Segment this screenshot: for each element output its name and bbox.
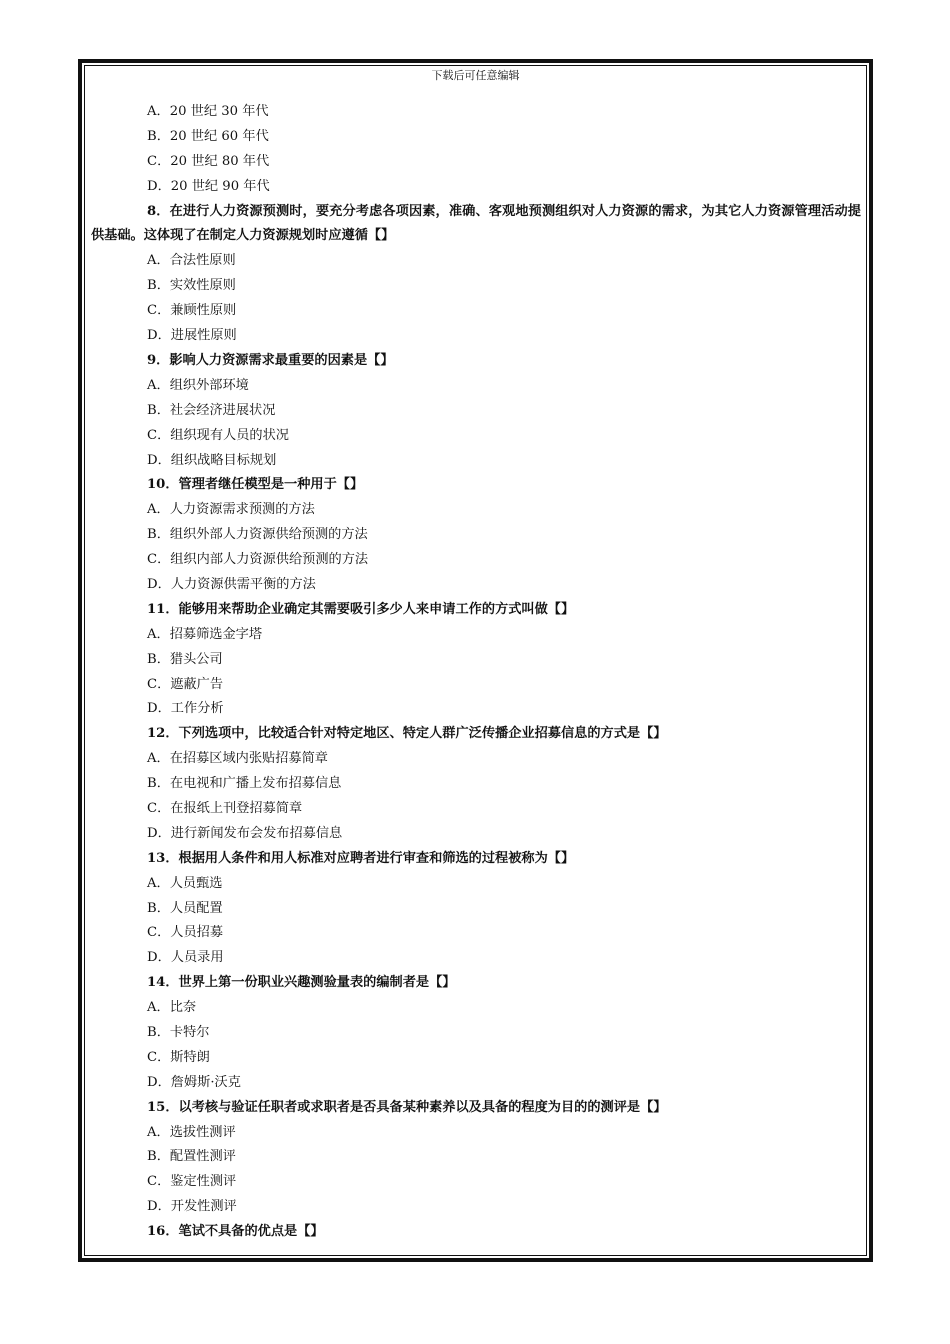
answer-option: D．工作分析 — [147, 701, 224, 717]
answer-option: B．社会经济进展状况 — [147, 402, 276, 418]
question-text: 9．影响人力资源需求最重要的因素是【】 — [147, 352, 394, 368]
question-text: 12．下列选项中，比较适合针对特定地区、特定人群广泛传播企业招募信息的方式是【】 — [147, 726, 667, 742]
answer-option: D．进展性原则 — [147, 328, 237, 344]
answer-option: B．在电视和广播上发布招募信息 — [147, 776, 342, 792]
answer-option: A．人力资源需求预测的方法 — [147, 502, 315, 518]
document-body — [91, 100, 861, 1245]
answer-option: D．20 世纪 90 年代 — [147, 178, 270, 194]
question-text: 14．世界上第一份职业兴趣测验量表的编制者是【】 — [147, 975, 456, 991]
answer-option: B．人员配置 — [147, 900, 223, 916]
answer-option: B．组织外部人力资源供给预测的方法 — [147, 527, 368, 543]
answer-option: A．在招募区域内张贴招募简章 — [147, 751, 328, 767]
answer-option: C．斯特朗 — [147, 1049, 210, 1065]
answer-option: D．进行新闻发布会发布招募信息 — [147, 825, 343, 841]
answer-option: A．20 世纪 30 年代 — [147, 104, 269, 119]
answer-option: B．实效性原则 — [147, 278, 236, 294]
answer-option: B．配置性测评 — [147, 1149, 236, 1165]
question-text: 11．能够用来帮助企业确定其需要吸引多少人来申请工作的方式叫做【】 — [147, 601, 575, 617]
question-text: 13．根据用人条件和用人标准对应聘者进行审查和筛选的过程被称为【】 — [147, 850, 575, 866]
question-text: 8．在进行人力资源预测时，要充分考虑各项因素，准确、客观地预测组织对人力资源的需求，为其它人力资源管理活动提供基础。这体现了在制定人力资源规划时应遵循【】 — [91, 203, 861, 244]
answer-option: A．合法性原则 — [147, 253, 236, 269]
answer-option: B．20 世纪 60 年代 — [147, 128, 269, 144]
question-text: 16．笔试不具备的优点是【】 — [147, 1224, 324, 1240]
question-text: 15．以考核与验证任职者或求职者是否具备某种素养以及具备的程度为目的的测评是【】 — [147, 1099, 667, 1115]
answer-option: C．兼顾性原则 — [147, 303, 237, 319]
question-text: 10．管理者继任模型是一种用于【】 — [147, 477, 364, 493]
answer-option: B．卡特尔 — [147, 1024, 210, 1040]
answer-option: D．詹姆斯·沃克 — [147, 1074, 241, 1090]
answer-option: D．人力资源供需平衡的方法 — [147, 576, 316, 592]
page-header: 下载后可任意编辑 — [431, 69, 520, 82]
answer-option: A．比奈 — [147, 1000, 197, 1016]
answer-option: A．选拔性测评 — [147, 1124, 236, 1140]
answer-option: B．猎头公司 — [147, 651, 223, 667]
answer-option: D．开发性测评 — [147, 1199, 237, 1215]
answer-option: C．组织内部人力资源供给预测的方法 — [147, 552, 369, 568]
answer-option: C．组织现有人员的状况 — [147, 427, 289, 443]
answer-option: C．鉴定性测评 — [147, 1174, 237, 1190]
answer-option: A．组织外部环境 — [147, 377, 249, 393]
answer-option: D．人员录用 — [147, 950, 224, 966]
answer-option: C．20 世纪 80 年代 — [147, 153, 270, 169]
answer-option: D．组织战略目标规划 — [147, 452, 277, 468]
answer-option: C．遮蔽广告 — [147, 676, 224, 692]
answer-option: A．人员甄选 — [147, 875, 223, 891]
answer-option: C．在报纸上刊登招募简章 — [147, 800, 303, 816]
answer-option: C．人员招募 — [147, 925, 224, 941]
answer-option: A．招募筛选金字塔 — [147, 626, 263, 642]
